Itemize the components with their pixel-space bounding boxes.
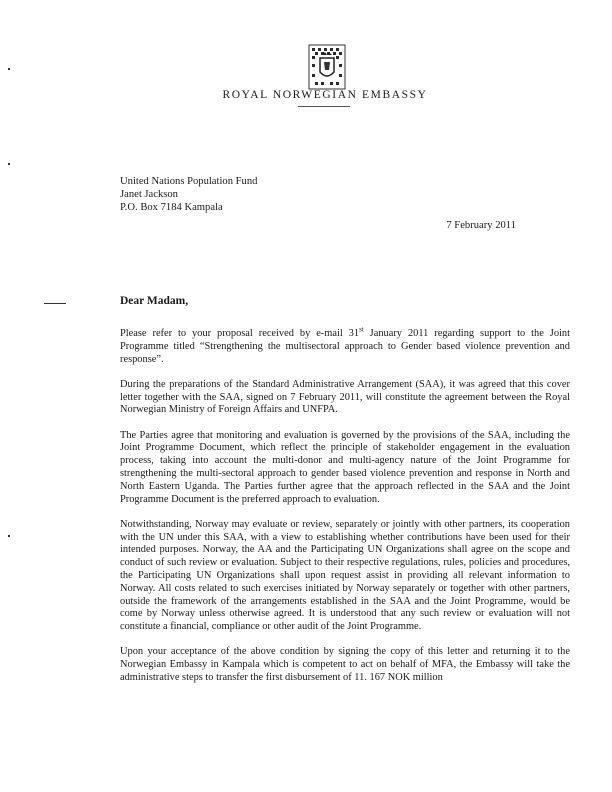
scan-speck xyxy=(8,68,10,70)
paragraph-proposal-reference xyxy=(120,325,570,366)
recipient-person: Janet Jackson xyxy=(120,189,178,200)
fold-mark xyxy=(44,303,66,304)
scan-speck xyxy=(8,535,10,537)
letter-date: 7 February 2011 xyxy=(446,220,516,231)
paragraph-review: Notwithstanding, Norway may evaluate or review, separately or jointly with other partners, its cooperation with the UN under this SAA, with a view to establishing whether contributions have been used for their intended purposes. Norway, the AA and the Participating UN Organizations shall agree on the scope and conduct of such review or evaluation. Subject to their respective regulations, rules, policies and procedures, the Participating UN Organizations shall upon request assist in providing all relevant information to Norway. All costs related to such exercises initiated by Norway separately or together with other partners, outside the framework of the arrangements established in the SAA and the Joint Programme, would be come by Norway unless otherwise agreed. It is understood that any such review or evaluation will not constitute a financial, compliance or other audit of the Joint Programme. xyxy=(120,518,570,633)
scan-speck xyxy=(8,163,10,165)
recipient-po-box: P.O. Box 7184 Kampala xyxy=(120,202,223,213)
paragraph-text: January 2011 regarding support to the Joint Programme titled “Strengthening the multisectoral approach to Gender based violence prevention and response”. xyxy=(120,328,570,365)
letterhead-divider xyxy=(298,106,350,107)
paragraph-saa: During the preparations of the Standard Administrative Arrangement (SAA), it was agreed that this cover letter together with the SAA, signed on 7 February 2011, will constitute the agreement between the Royal Norwegian Ministry of Foreign Affairs and UNFPA. xyxy=(120,378,570,416)
recipient-organization: United Nations Population Fund xyxy=(120,176,258,187)
salutation: Dear Madam, xyxy=(120,295,189,307)
recipient-address xyxy=(120,175,257,214)
paragraph-monitoring: The Parties agree that monitoring and evaluation is governed by the provisions of the SAA, including the Joint Programme Document, which reflect the principle of stakeholder engagement in the evaluation process, taking into account the multi-donor and multi-agency nature of the Joint Programme for strengthening the multi-sectoral approach to gender based violence prevention and response in North and North Eastern Uganda. The Parties further agree that the approach reflected in the SAA and the Joint Programme Document is the preferred approach to evaluation. xyxy=(120,429,570,505)
paragraph-acceptance: Upon your acceptance of the above condition by signing the copy of this letter and returning it to the Norwegian Embassy in Kampala which is competent to act on behalf of MFA, the Embassy will take the administrative steps to transfer the first disbursement of 11. 167 NOK million xyxy=(120,646,570,683)
embassy-name: ROYAL NORWEGIAN EMBASSY xyxy=(222,89,428,101)
letter-body xyxy=(120,325,570,685)
ordinal-suffix: st xyxy=(359,325,364,334)
paragraph-text: Please refer to your proposal received by e-mail 31 xyxy=(120,328,360,339)
coat-of-arms-icon xyxy=(308,44,346,90)
